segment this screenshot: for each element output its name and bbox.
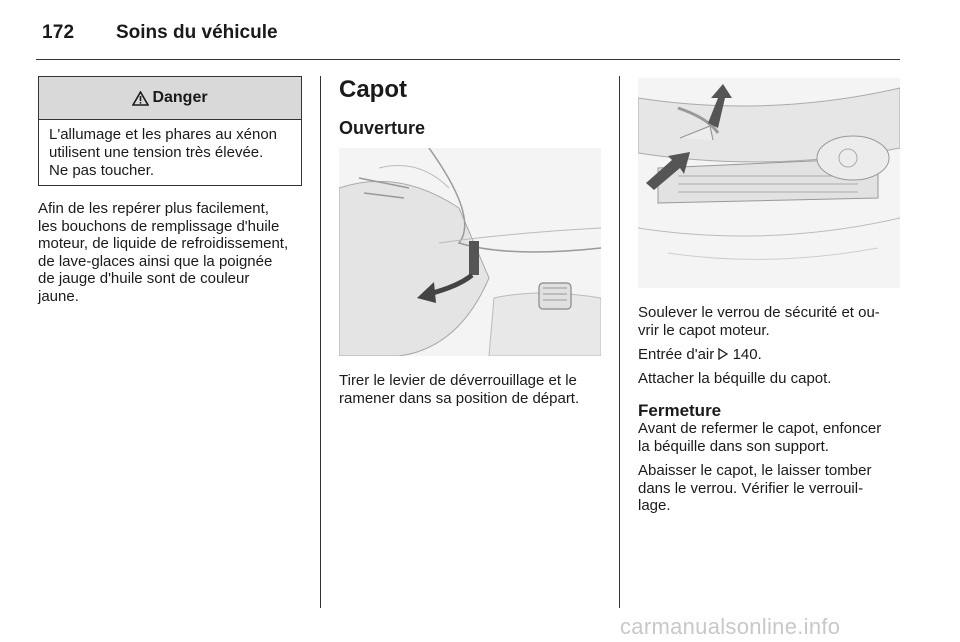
- text-line: les bouchons de remplissage d'huile: [38, 217, 280, 235]
- text-line: lage.: [638, 497, 671, 515]
- hood-opening-illustration: [638, 78, 900, 288]
- danger-text: [39, 120, 301, 186]
- text-line: vrir le capot moteur.: [638, 321, 770, 339]
- watermark: carmanualsonline.info: [620, 614, 841, 639]
- page-number: 172: [42, 22, 75, 43]
- column-divider-2: [619, 76, 620, 608]
- text-line: de jauge d'huile sont de couleur: [38, 270, 250, 288]
- text-line: de lave-glaces ainsi que la poignée: [38, 252, 273, 270]
- text-line: Soulever le verrou de sécurité et ou-: [638, 304, 880, 321]
- section-title: Soins du véhicule: [116, 22, 278, 43]
- fermeture-heading: Fermeture: [638, 401, 722, 420]
- page-reference-arrow-icon: [718, 348, 728, 360]
- capot-caption: [339, 372, 614, 407]
- text-line: jaune.: [38, 287, 79, 305]
- prop-rod-paragraph: Attacher la béquille du capot.: [638, 370, 832, 387]
- text-line: Tirer le levier de déverrouillage et le: [339, 372, 577, 389]
- danger-line: utilisent une tension très élevée.: [49, 144, 264, 161]
- danger-box: [38, 76, 302, 186]
- danger-line: L'allumage et les phares au xénon: [49, 126, 278, 143]
- release-lever-illustration: [339, 148, 601, 356]
- danger-header: [39, 77, 301, 120]
- text-line: ramener dans sa position de départ.: [339, 389, 580, 407]
- column-divider-1: [320, 76, 321, 608]
- air-intake-reference: [638, 346, 908, 364]
- text-line: Afin de les repérer plus facilement,: [38, 200, 269, 217]
- close-hood-paragraph: [638, 420, 908, 455]
- left-paragraph: [38, 200, 313, 306]
- reference-page[interactable]: 140.: [732, 346, 762, 363]
- danger-title: Danger: [152, 89, 208, 106]
- lower-hood-paragraph: [638, 462, 908, 515]
- header-divider: [36, 59, 900, 60]
- text-line: Abaisser le capot, le laisser tomber: [638, 462, 872, 479]
- text-line: Avant de refermer le capot, enfoncer: [638, 420, 882, 437]
- danger-line: Ne pas toucher.: [49, 162, 155, 179]
- capot-heading: Capot: [339, 76, 407, 103]
- reference-text: Entrée d'air: [638, 346, 719, 363]
- text-line: la béquille dans son support.: [638, 437, 829, 455]
- text-line: moteur, de liquide de refroidissement,: [38, 235, 289, 253]
- text-line: dans le verrou. Vérifier le verrouil-: [638, 479, 864, 497]
- open-hood-paragraph: [638, 304, 908, 339]
- ouverture-heading: Ouverture: [339, 118, 426, 138]
- warning-icon: [132, 91, 149, 106]
